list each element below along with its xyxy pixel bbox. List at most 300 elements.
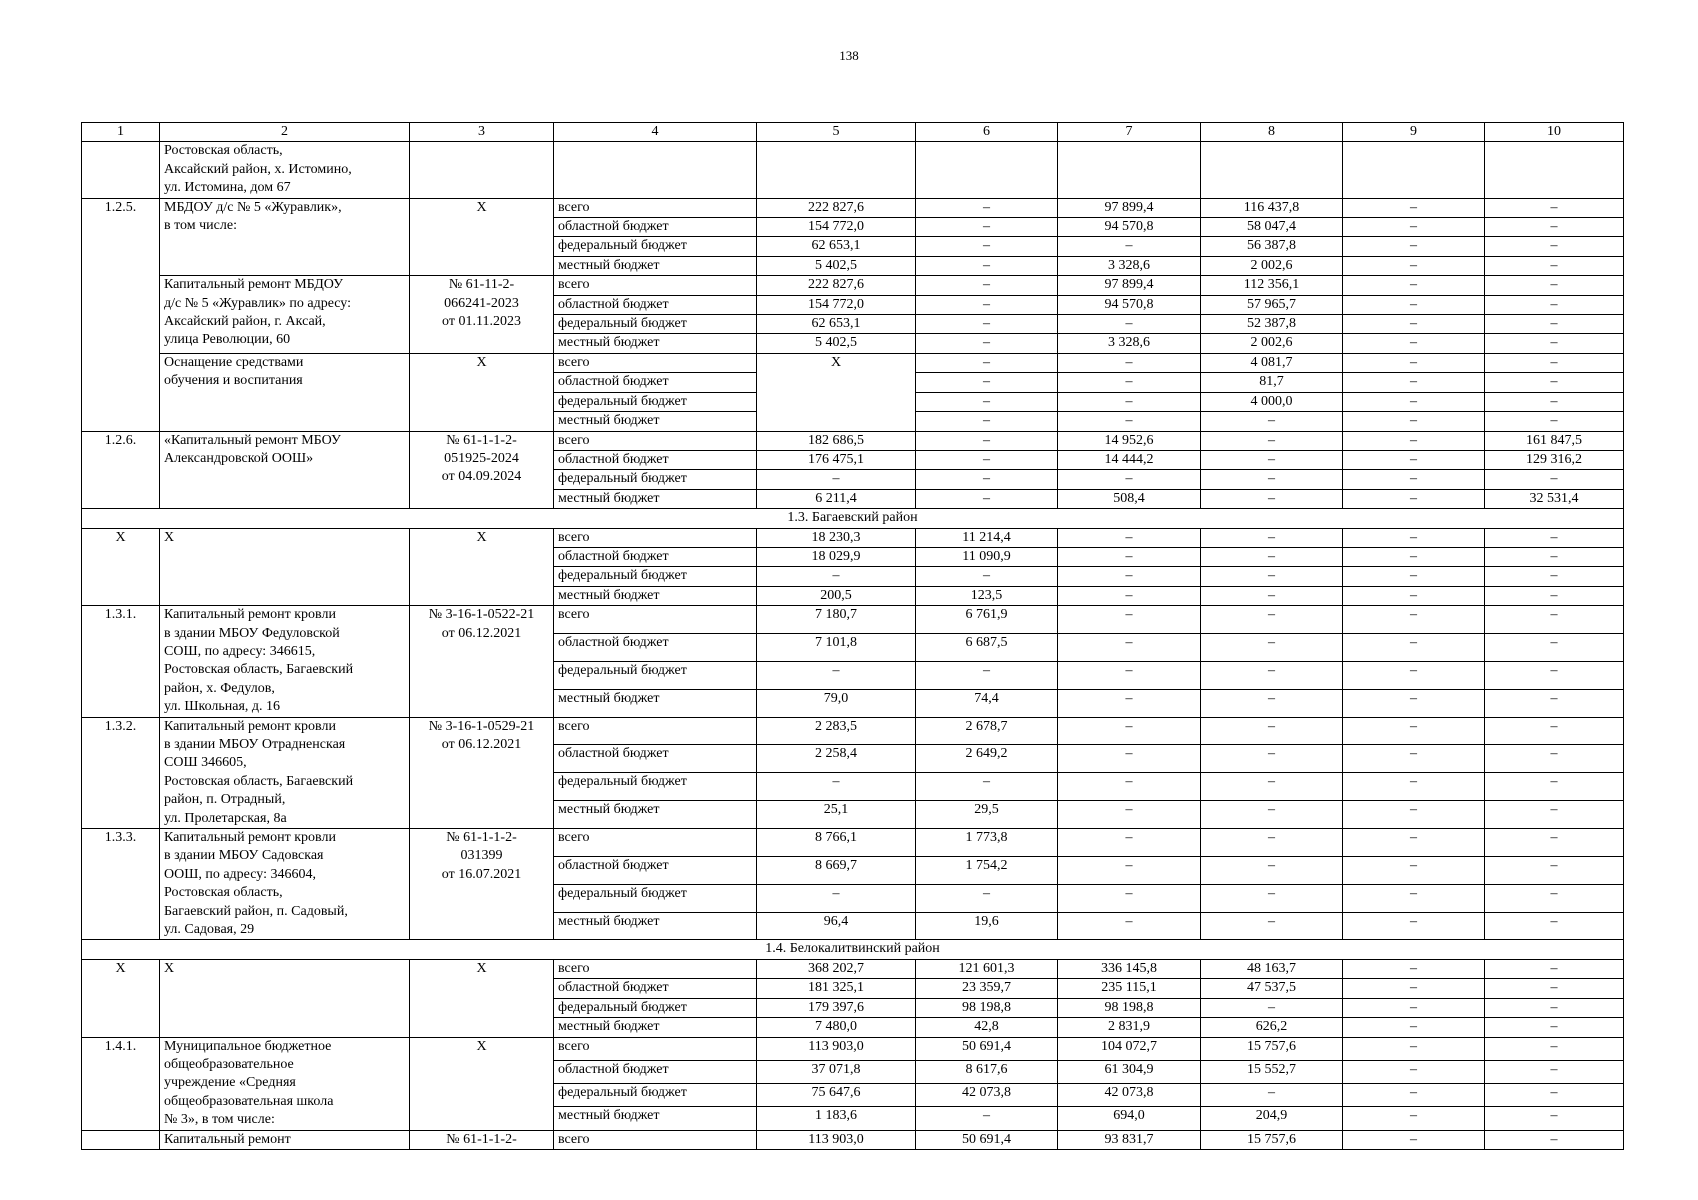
table-cell: – (1343, 295, 1485, 314)
table-cell: – (916, 661, 1058, 689)
table-cell: всего (554, 1130, 757, 1149)
table-cell: 42 073,8 (1058, 1084, 1201, 1107)
table-cell: 94 570,8 (1058, 218, 1201, 237)
table-cell: X (160, 528, 410, 606)
table-cell: областной бюджет (554, 373, 757, 392)
table-row (82, 959, 1624, 978)
table-cell (1201, 142, 1343, 198)
table-cell: 176 475,1 (757, 450, 916, 469)
table-cell: местный бюджет (554, 256, 757, 275)
table-cell: 97 899,4 (1058, 198, 1201, 217)
table-cell: – (1485, 547, 1624, 566)
table-cell: 19,6 (916, 912, 1058, 940)
table-cell: – (1343, 661, 1485, 689)
table-cell: 5 402,5 (757, 334, 916, 353)
table-header-row (82, 123, 1624, 142)
table-cell: – (1201, 450, 1343, 469)
table-cell: 123,5 (916, 586, 1058, 605)
table-cell: – (1343, 1130, 1485, 1149)
table-cell: областной бюджет (554, 1060, 757, 1083)
table-cell: местный бюджет (554, 489, 757, 508)
table-cell: – (1058, 353, 1201, 372)
table-cell: – (1485, 353, 1624, 372)
table-cell: всего (554, 959, 757, 978)
table-cell: 1.3.1. (82, 606, 160, 717)
table-cell: – (1485, 373, 1624, 392)
table-cell: – (1058, 392, 1201, 411)
table-cell: – (1201, 606, 1343, 634)
table-cell: – (1201, 431, 1343, 450)
table-cell: – (1058, 661, 1201, 689)
table-cell: 2 002,6 (1201, 256, 1343, 275)
table-cell: – (1201, 745, 1343, 773)
table-cell: 1.3.2. (82, 717, 160, 828)
table-row (82, 353, 1624, 372)
table-cell: X (410, 353, 554, 431)
table-cell: – (1343, 567, 1485, 586)
table-cell: – (1058, 412, 1201, 431)
table-cell: – (1343, 218, 1485, 237)
table-cell: X (410, 1037, 554, 1130)
table-cell: – (916, 353, 1058, 372)
table-cell: – (1343, 884, 1485, 912)
header-cell: 10 (1485, 123, 1624, 142)
table-cell: федеральный бюджет (554, 661, 757, 689)
table-cell: 222 827,6 (757, 198, 916, 217)
table-cell: – (916, 237, 1058, 256)
table-cell: – (916, 392, 1058, 411)
table-cell: местный бюджет (554, 912, 757, 940)
table-cell: – (916, 470, 1058, 489)
table-cell: 104 072,7 (1058, 1037, 1201, 1060)
table-cell (410, 142, 554, 198)
table-row (82, 431, 1624, 450)
table-cell: – (1485, 315, 1624, 334)
table-cell: 2 258,4 (757, 745, 916, 773)
table-cell: областной бюджет (554, 218, 757, 237)
table-cell: – (916, 276, 1058, 295)
table-cell: «Капитальный ремонт МБОУ Александровской ООШ» (160, 431, 410, 509)
table-cell: – (1058, 315, 1201, 334)
table-cell: – (1201, 998, 1343, 1017)
table-cell (1058, 142, 1201, 198)
table-row (82, 606, 1624, 634)
table-cell: – (916, 773, 1058, 801)
table-cell: 25,1 (757, 801, 916, 829)
table-cell: 113 903,0 (757, 1130, 916, 1149)
table-cell: 1.4.1. (82, 1037, 160, 1130)
table-row (82, 717, 1624, 745)
table-cell: – (916, 1107, 1058, 1130)
table-cell: 6 211,4 (757, 489, 916, 508)
table-cell: – (1058, 801, 1201, 829)
table-cell: – (1485, 392, 1624, 411)
table-cell: местный бюджет (554, 1107, 757, 1130)
table-cell: 8 669,7 (757, 856, 916, 884)
table-cell: – (1343, 856, 1485, 884)
table-cell: – (1201, 661, 1343, 689)
table-cell: – (1201, 856, 1343, 884)
table-cell: всего (554, 353, 757, 372)
table-cell: 3 328,6 (1058, 334, 1201, 353)
header-cell: 5 (757, 123, 916, 142)
table-cell: – (1201, 884, 1343, 912)
table-cell: – (1343, 431, 1485, 450)
table-cell: – (1485, 998, 1624, 1017)
table-cell: X (757, 353, 916, 431)
table-cell: федеральный бюджет (554, 315, 757, 334)
table-cell: – (916, 412, 1058, 431)
table-row (82, 1037, 1624, 1060)
table-cell: – (1485, 295, 1624, 314)
table-cell: № 61-11-2- 066241-2023 от 01.11.2023 (410, 276, 554, 354)
table-cell: 4 000,0 (1201, 392, 1343, 411)
table-cell: X (410, 959, 554, 1037)
table-cell: 47 537,5 (1201, 979, 1343, 998)
table-cell: 6 761,9 (916, 606, 1058, 634)
table-cell: – (1343, 1107, 1485, 1130)
table-cell: № 3-16-1-0529-21 от 06.12.2021 (410, 717, 554, 828)
table-cell (757, 142, 916, 198)
table-cell: 235 115,1 (1058, 979, 1201, 998)
table-cell: 368 202,7 (757, 959, 916, 978)
section-row (82, 509, 1624, 528)
table-cell: 50 691,4 (916, 1130, 1058, 1149)
table-cell: – (1485, 801, 1624, 829)
table-cell: – (1485, 912, 1624, 940)
table-cell (554, 142, 757, 198)
table-cell: – (1343, 1060, 1485, 1083)
table-cell: № 61-1-1-2- (410, 1130, 554, 1149)
table-cell: 121 601,3 (916, 959, 1058, 978)
table-cell: X (82, 528, 160, 606)
table-cell: – (1343, 489, 1485, 508)
table-cell: – (1201, 547, 1343, 566)
table-cell: – (1058, 689, 1201, 717)
table-cell: 58 047,4 (1201, 218, 1343, 237)
table-cell: областной бюджет (554, 450, 757, 469)
table-cell: 23 359,7 (916, 979, 1058, 998)
table-cell: – (1343, 412, 1485, 431)
table-cell: – (1485, 979, 1624, 998)
table-cell: – (1201, 773, 1343, 801)
table-cell: 1 773,8 (916, 829, 1058, 857)
table-cell: – (1485, 717, 1624, 745)
table-cell: 4 081,7 (1201, 353, 1343, 372)
table-cell: 7 101,8 (757, 634, 916, 662)
table-cell: 200,5 (757, 586, 916, 605)
table-cell: – (1343, 689, 1485, 717)
table-cell: Капитальный ремонт кровли в здании МБОУ Садовская ООШ, по адресу: 346604, Ростовская область, Багаевский район, п. Садовый, ул. Садовая, 29 (160, 829, 410, 940)
table-row (82, 1130, 1624, 1149)
table-cell: 56 387,8 (1201, 237, 1343, 256)
table-cell: 2 283,5 (757, 717, 916, 745)
table-cell: областной бюджет (554, 547, 757, 566)
table-cell: – (1343, 959, 1485, 978)
table-cell: 81,7 (1201, 373, 1343, 392)
table-cell: областной бюджет (554, 634, 757, 662)
table-cell: всего (554, 528, 757, 547)
table-row (82, 276, 1624, 295)
table-cell: – (1058, 528, 1201, 547)
table-cell: – (916, 373, 1058, 392)
table-cell: местный бюджет (554, 334, 757, 353)
table-cell (82, 1130, 160, 1149)
table-cell: 6 687,5 (916, 634, 1058, 662)
table-cell: – (1485, 745, 1624, 773)
table-row (82, 142, 1624, 198)
table-cell: – (916, 295, 1058, 314)
table-cell: – (1058, 606, 1201, 634)
table-cell: федеральный бюджет (554, 237, 757, 256)
table-cell: федеральный бюджет (554, 884, 757, 912)
table-cell: 1.3.3. (82, 829, 160, 940)
table-cell: 5 402,5 (757, 256, 916, 275)
table-cell: 2 649,2 (916, 745, 1058, 773)
table-cell: – (1485, 829, 1624, 857)
table-cell: – (916, 198, 1058, 217)
table-cell: – (1485, 567, 1624, 586)
table-cell: 179 397,6 (757, 998, 916, 1017)
table-cell: 14 444,2 (1058, 450, 1201, 469)
table-cell: – (1485, 606, 1624, 634)
table-cell: – (916, 567, 1058, 586)
page-number: 138 (839, 48, 859, 63)
table-cell: 62 653,1 (757, 237, 916, 256)
table-cell: 2 678,7 (916, 717, 1058, 745)
table-cell: X (410, 528, 554, 606)
table-cell: 74,4 (916, 689, 1058, 717)
header-cell: 8 (1201, 123, 1343, 142)
table-cell (1485, 142, 1624, 198)
table-cell: 37 071,8 (757, 1060, 916, 1083)
table-cell: 1 754,2 (916, 856, 1058, 884)
table-cell: 42 073,8 (916, 1084, 1058, 1107)
table-cell: – (1343, 801, 1485, 829)
table-cell: – (1201, 412, 1343, 431)
table-cell: областной бюджет (554, 979, 757, 998)
table-cell: – (1343, 373, 1485, 392)
table-cell: – (1343, 634, 1485, 662)
table-cell: 93 831,7 (1058, 1130, 1201, 1149)
table-cell: федеральный бюджет (554, 773, 757, 801)
table-cell: – (916, 884, 1058, 912)
table-cell: – (1485, 412, 1624, 431)
table-cell: федеральный бюджет (554, 1084, 757, 1107)
table-cell: – (1343, 979, 1485, 998)
table-cell: – (1201, 689, 1343, 717)
table-cell: 181 325,1 (757, 979, 916, 998)
table-cell: всего (554, 276, 757, 295)
section-title: 1.4. Белокалитвинский район (82, 940, 1624, 959)
table-cell: – (1343, 315, 1485, 334)
table-cell: 7 480,0 (757, 1018, 916, 1037)
table-cell: – (1485, 528, 1624, 547)
table-cell: – (1485, 586, 1624, 605)
header-cell: 7 (1058, 123, 1201, 142)
table-cell: местный бюджет (554, 801, 757, 829)
table-cell: – (916, 256, 1058, 275)
table-cell: – (1485, 198, 1624, 217)
table-cell: – (1058, 567, 1201, 586)
table-cell: № 3-16-1-0522-21 от 06.12.2021 (410, 606, 554, 717)
table-cell: – (1485, 634, 1624, 662)
table-cell: – (1058, 856, 1201, 884)
table-cell: – (1485, 773, 1624, 801)
table-row (82, 528, 1624, 547)
table-cell: – (1485, 661, 1624, 689)
table-cell: – (1343, 586, 1485, 605)
table-cell: № 61-1-1-2- 051925-2024 от 04.09.2024 (410, 431, 554, 509)
table-cell: – (757, 470, 916, 489)
table-cell: – (1343, 198, 1485, 217)
table-cell: – (1485, 470, 1624, 489)
table-cell: – (1485, 1130, 1624, 1149)
table-cell: 694,0 (1058, 1107, 1201, 1130)
table-cell: 8 766,1 (757, 829, 916, 857)
table-cell: X (82, 959, 160, 1037)
table-cell: 50 691,4 (916, 1037, 1058, 1060)
table-cell: – (757, 567, 916, 586)
table-cell: – (1485, 1107, 1624, 1130)
table-cell: – (1343, 1018, 1485, 1037)
table-cell: 1.2.6. (82, 431, 160, 509)
table-cell: – (1058, 745, 1201, 773)
table-cell: – (1343, 334, 1485, 353)
table-cell: 42,8 (916, 1018, 1058, 1037)
table-cell: – (1058, 547, 1201, 566)
table-cell: – (1485, 884, 1624, 912)
table-cell: – (916, 315, 1058, 334)
table-cell: всего (554, 717, 757, 745)
table-cell: – (1058, 912, 1201, 940)
table-cell: 48 163,7 (1201, 959, 1343, 978)
table-row (82, 198, 1624, 217)
table-cell: – (1343, 606, 1485, 634)
table-cell: областной бюджет (554, 745, 757, 773)
table-cell: Ростовская область, Аксайский район, х. Истомино, ул. Истомина, дом 67 (160, 142, 410, 198)
table-cell: – (1343, 745, 1485, 773)
table-cell: всего (554, 431, 757, 450)
table-cell: – (1485, 256, 1624, 275)
table-cell: – (1485, 1060, 1624, 1083)
table-cell: – (1343, 829, 1485, 857)
table-cell: – (1485, 218, 1624, 237)
table-cell: – (1201, 717, 1343, 745)
table-cell: местный бюджет (554, 1018, 757, 1037)
table-cell: – (916, 489, 1058, 508)
table-cell: – (1201, 567, 1343, 586)
table-cell: – (1485, 689, 1624, 717)
table-cell: федеральный бюджет (554, 998, 757, 1017)
table-cell: – (1058, 884, 1201, 912)
table-cell: федеральный бюджет (554, 567, 757, 586)
table-cell: 1 183,6 (757, 1107, 916, 1130)
table-cell: – (916, 450, 1058, 469)
table-cell: – (1485, 334, 1624, 353)
table-cell: Капитальный ремонт (160, 1130, 410, 1149)
header-cell: 1 (82, 123, 160, 142)
header-cell: 2 (160, 123, 410, 142)
table-cell: X (410, 198, 554, 276)
table-cell: областной бюджет (554, 295, 757, 314)
section-row (82, 940, 1624, 959)
table-cell: 14 952,6 (1058, 431, 1201, 450)
table-cell (916, 142, 1058, 198)
table-cell: – (1343, 1037, 1485, 1060)
table-cell: – (1201, 586, 1343, 605)
table-cell: всего (554, 829, 757, 857)
header-cell: 3 (410, 123, 554, 142)
section-title: 1.3. Багаевский район (82, 509, 1624, 528)
table-cell: Муниципальное бюджетное общеобразовательное учреждение «Средняя общеобразовательная школа № 3», в том числе: (160, 1037, 410, 1130)
table-cell: – (1485, 1037, 1624, 1060)
table-cell: 2 831,9 (1058, 1018, 1201, 1037)
table-cell: – (1485, 1084, 1624, 1107)
table-cell: – (1058, 237, 1201, 256)
table-cell: X (160, 959, 410, 1037)
table-cell: – (1058, 586, 1201, 605)
table-cell: – (1058, 773, 1201, 801)
table-cell: – (1343, 773, 1485, 801)
table-cell: 3 328,6 (1058, 256, 1201, 275)
table-cell: 182 686,5 (757, 431, 916, 450)
table-cell: – (1343, 547, 1485, 566)
table-cell: – (1201, 912, 1343, 940)
table-cell: – (1201, 489, 1343, 508)
table-cell: МБДОУ д/с № 5 «Журавлик», в том числе: (160, 198, 410, 276)
table-cell: – (1058, 829, 1201, 857)
table-cell: местный бюджет (554, 689, 757, 717)
table-cell: – (1343, 1084, 1485, 1107)
table-cell: – (916, 218, 1058, 237)
table-cell: – (1058, 717, 1201, 745)
table-cell: 11 090,9 (916, 547, 1058, 566)
table-cell: – (1343, 717, 1485, 745)
table-cell: – (1485, 959, 1624, 978)
table-cell: – (1343, 256, 1485, 275)
table-cell: 15 757,6 (1201, 1130, 1343, 1149)
table-cell: 154 772,0 (757, 218, 916, 237)
table-cell: 96,4 (757, 912, 916, 940)
table-cell: Капитальный ремонт кровли в здании МБОУ Отрадненская СОШ 346605, Ростовская область, Багаевский район, п. Отрадный, ул. Пролетарская, 8а (160, 717, 410, 828)
table-cell: местный бюджет (554, 412, 757, 431)
table-cell: – (1201, 528, 1343, 547)
table-cell: 94 570,8 (1058, 295, 1201, 314)
table-cell: – (1201, 1084, 1343, 1107)
table-cell: 18 029,9 (757, 547, 916, 566)
table-cell: – (1485, 1018, 1624, 1037)
table-cell: – (1343, 392, 1485, 411)
table-cell: № 61-1-1-2- 031399 от 16.07.2021 (410, 829, 554, 940)
table-cell: – (1343, 528, 1485, 547)
table-cell: 129 316,2 (1485, 450, 1624, 469)
table-cell: 11 214,4 (916, 528, 1058, 547)
table-cell: 61 304,9 (1058, 1060, 1201, 1083)
table-cell (82, 142, 160, 198)
table-cell: 62 653,1 (757, 315, 916, 334)
table-cell: 75 647,6 (757, 1084, 916, 1107)
table-cell: – (1343, 998, 1485, 1017)
table-cell: 204,9 (1201, 1107, 1343, 1130)
table-cell: 52 387,8 (1201, 315, 1343, 334)
table-cell: всего (554, 198, 757, 217)
table-cell: областной бюджет (554, 856, 757, 884)
table-cell: – (1058, 634, 1201, 662)
table-cell: 112 356,1 (1201, 276, 1343, 295)
table-cell: – (1201, 634, 1343, 662)
table-cell: 154 772,0 (757, 295, 916, 314)
